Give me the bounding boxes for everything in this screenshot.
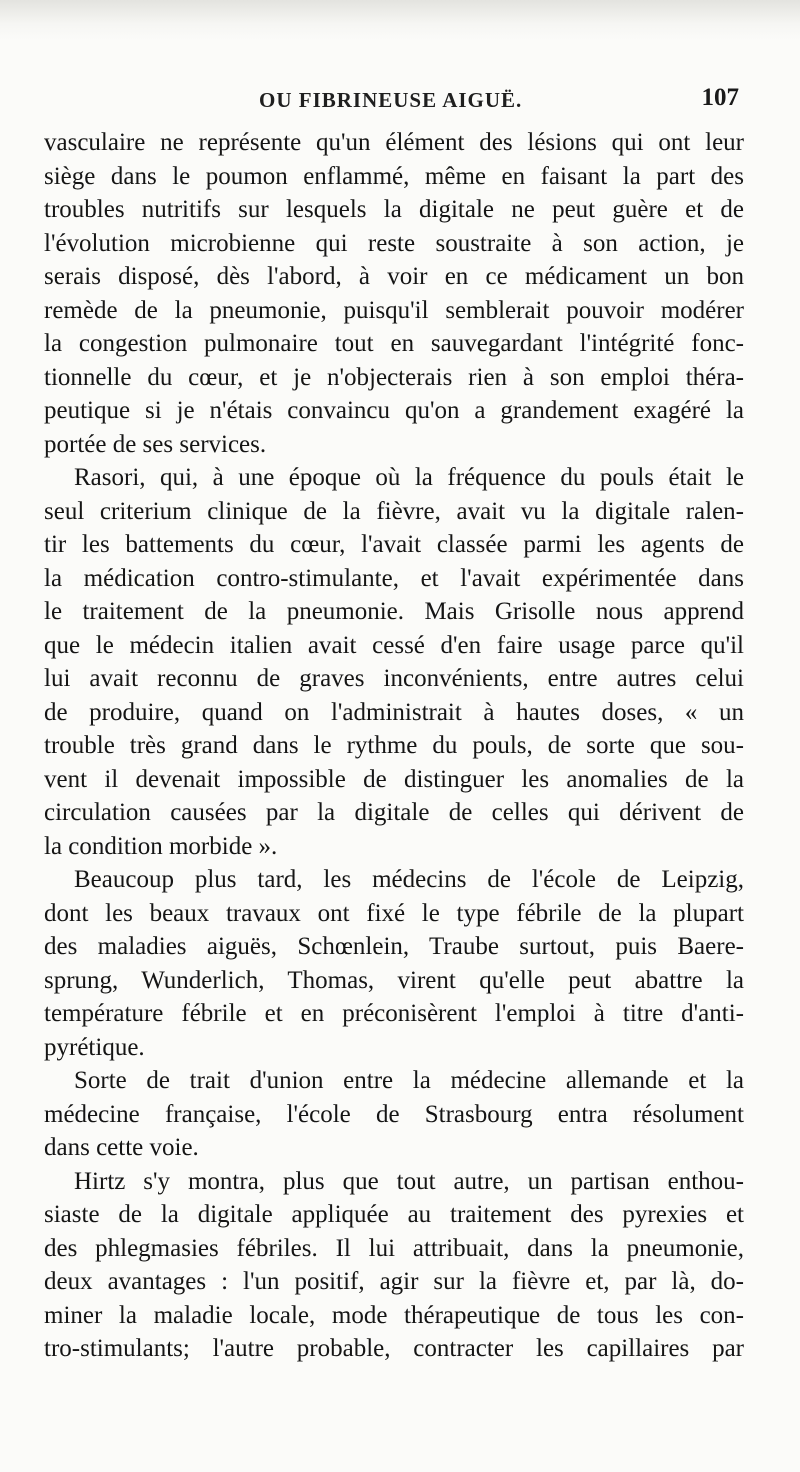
text-line: siège dans le poumon enflammé, même en faisant la part des [44, 162, 744, 190]
text-line: des maladies aiguës, Schœnlein, Traube surtout, puis Baere- [44, 933, 744, 960]
text-line: Rasori, qui, à une époque où la fréquence du pouls était le [74, 464, 744, 491]
text-line: que le médecin italien avait cessé d'en faire usage parce qu'il [44, 631, 744, 659]
text-line: des phlegmasies fébriles. Il lui attribuait, dans la pneumonie, [44, 1234, 744, 1262]
text-line: de produire, quand on l'administrait à hautes doses, « un [44, 698, 744, 726]
text-line: serais disposé, dès l'abord, à voir en ce médicament un bon [44, 263, 744, 290]
text-line: vent il devenait impossible de distinguer les anomalies de la [44, 765, 744, 793]
text-line: seul criterium clinique de la fièvre, avait vu la digitale ralen- [44, 497, 744, 525]
page-header [44, 82, 744, 122]
text-line: tro-stimulants; l'autre probable, contracter les capillaires par [44, 1335, 744, 1362]
text-line: dans cette voie. [44, 1134, 199, 1161]
text-line: la condition morbide ». [44, 832, 278, 860]
text-line: Sorte de trait d'union entre la médecine allemande et la [74, 1067, 744, 1094]
text-line: lui avait reconnu de graves inconvénients, entre autres celui [44, 665, 744, 692]
text-line: la congestion pulmonaire tout en sauvegardant l'intégrité fonc- [44, 330, 744, 357]
text-line: température fébrile et en préconisèrent l'emploi à titre d'anti- [44, 1000, 744, 1027]
text-line: Beaucoup plus tard, les médecins de l'école de Leipzig, [74, 866, 744, 893]
text-line: tionnelle du cœur, et je n'objecterais rien à son emploi théra- [44, 363, 744, 391]
text-line: la médication contro-stimulante, et l'avait expérimentée dans [44, 564, 744, 592]
text-line: le traitement de la pneumonie. Mais Grisolle nous apprend [44, 598, 744, 625]
text-line: l'évolution microbienne qui reste soustraite à son action, je [44, 229, 744, 257]
text-line: tir les battements du cœur, l'avait classée parmi les agents de [44, 531, 744, 558]
text-line: troubles nutritifs sur lesquels la digitale ne peut guère et de [44, 196, 744, 223]
text-line: remède de la pneumonie, puisqu'il semblerait pouvoir modérer [44, 296, 744, 324]
scan-shadow [0, 0, 800, 40]
text-line: circulation causées par la digitale de celles qui dérivent de [44, 799, 744, 826]
text-line: médecine française, l'école de Strasbourg entra résolument [44, 1100, 744, 1128]
text-line: pyrétique. [44, 1033, 145, 1061]
text-line: portée de ses services. [44, 430, 267, 458]
text-line: vasculaire ne représente qu'un élément des lésions qui ont leur [44, 129, 744, 156]
page-number: 107 [701, 84, 739, 111]
text-line: siaste de la digitale appliquée au traitement des pyrexies et [44, 1201, 744, 1228]
body-text [44, 126, 744, 1366]
text-line: Hirtz s'y montra, plus que tout autre, un partisan enthou- [74, 1167, 744, 1195]
text-line: deux avantages : l'un positif, agir sur la fièvre et, par là, do- [44, 1268, 744, 1295]
text-line: peutique si je n'étais convaincu qu'on a grandement exagéré la [44, 397, 744, 424]
text-line: sprung, Wunderlich, Thomas, virent qu'elle peut abattre la [44, 966, 744, 994]
text-line: dont les beaux travaux ont fixé le type fébrile de la plupart [44, 899, 744, 927]
text-line: miner la maladie locale, mode thérapeutique de tous les con- [44, 1301, 744, 1329]
running-head: OU FIBRINEUSE AIGUË. [259, 88, 523, 112]
text-line: trouble très grand dans le rythme du pouls, de sorte que sou- [44, 732, 744, 759]
